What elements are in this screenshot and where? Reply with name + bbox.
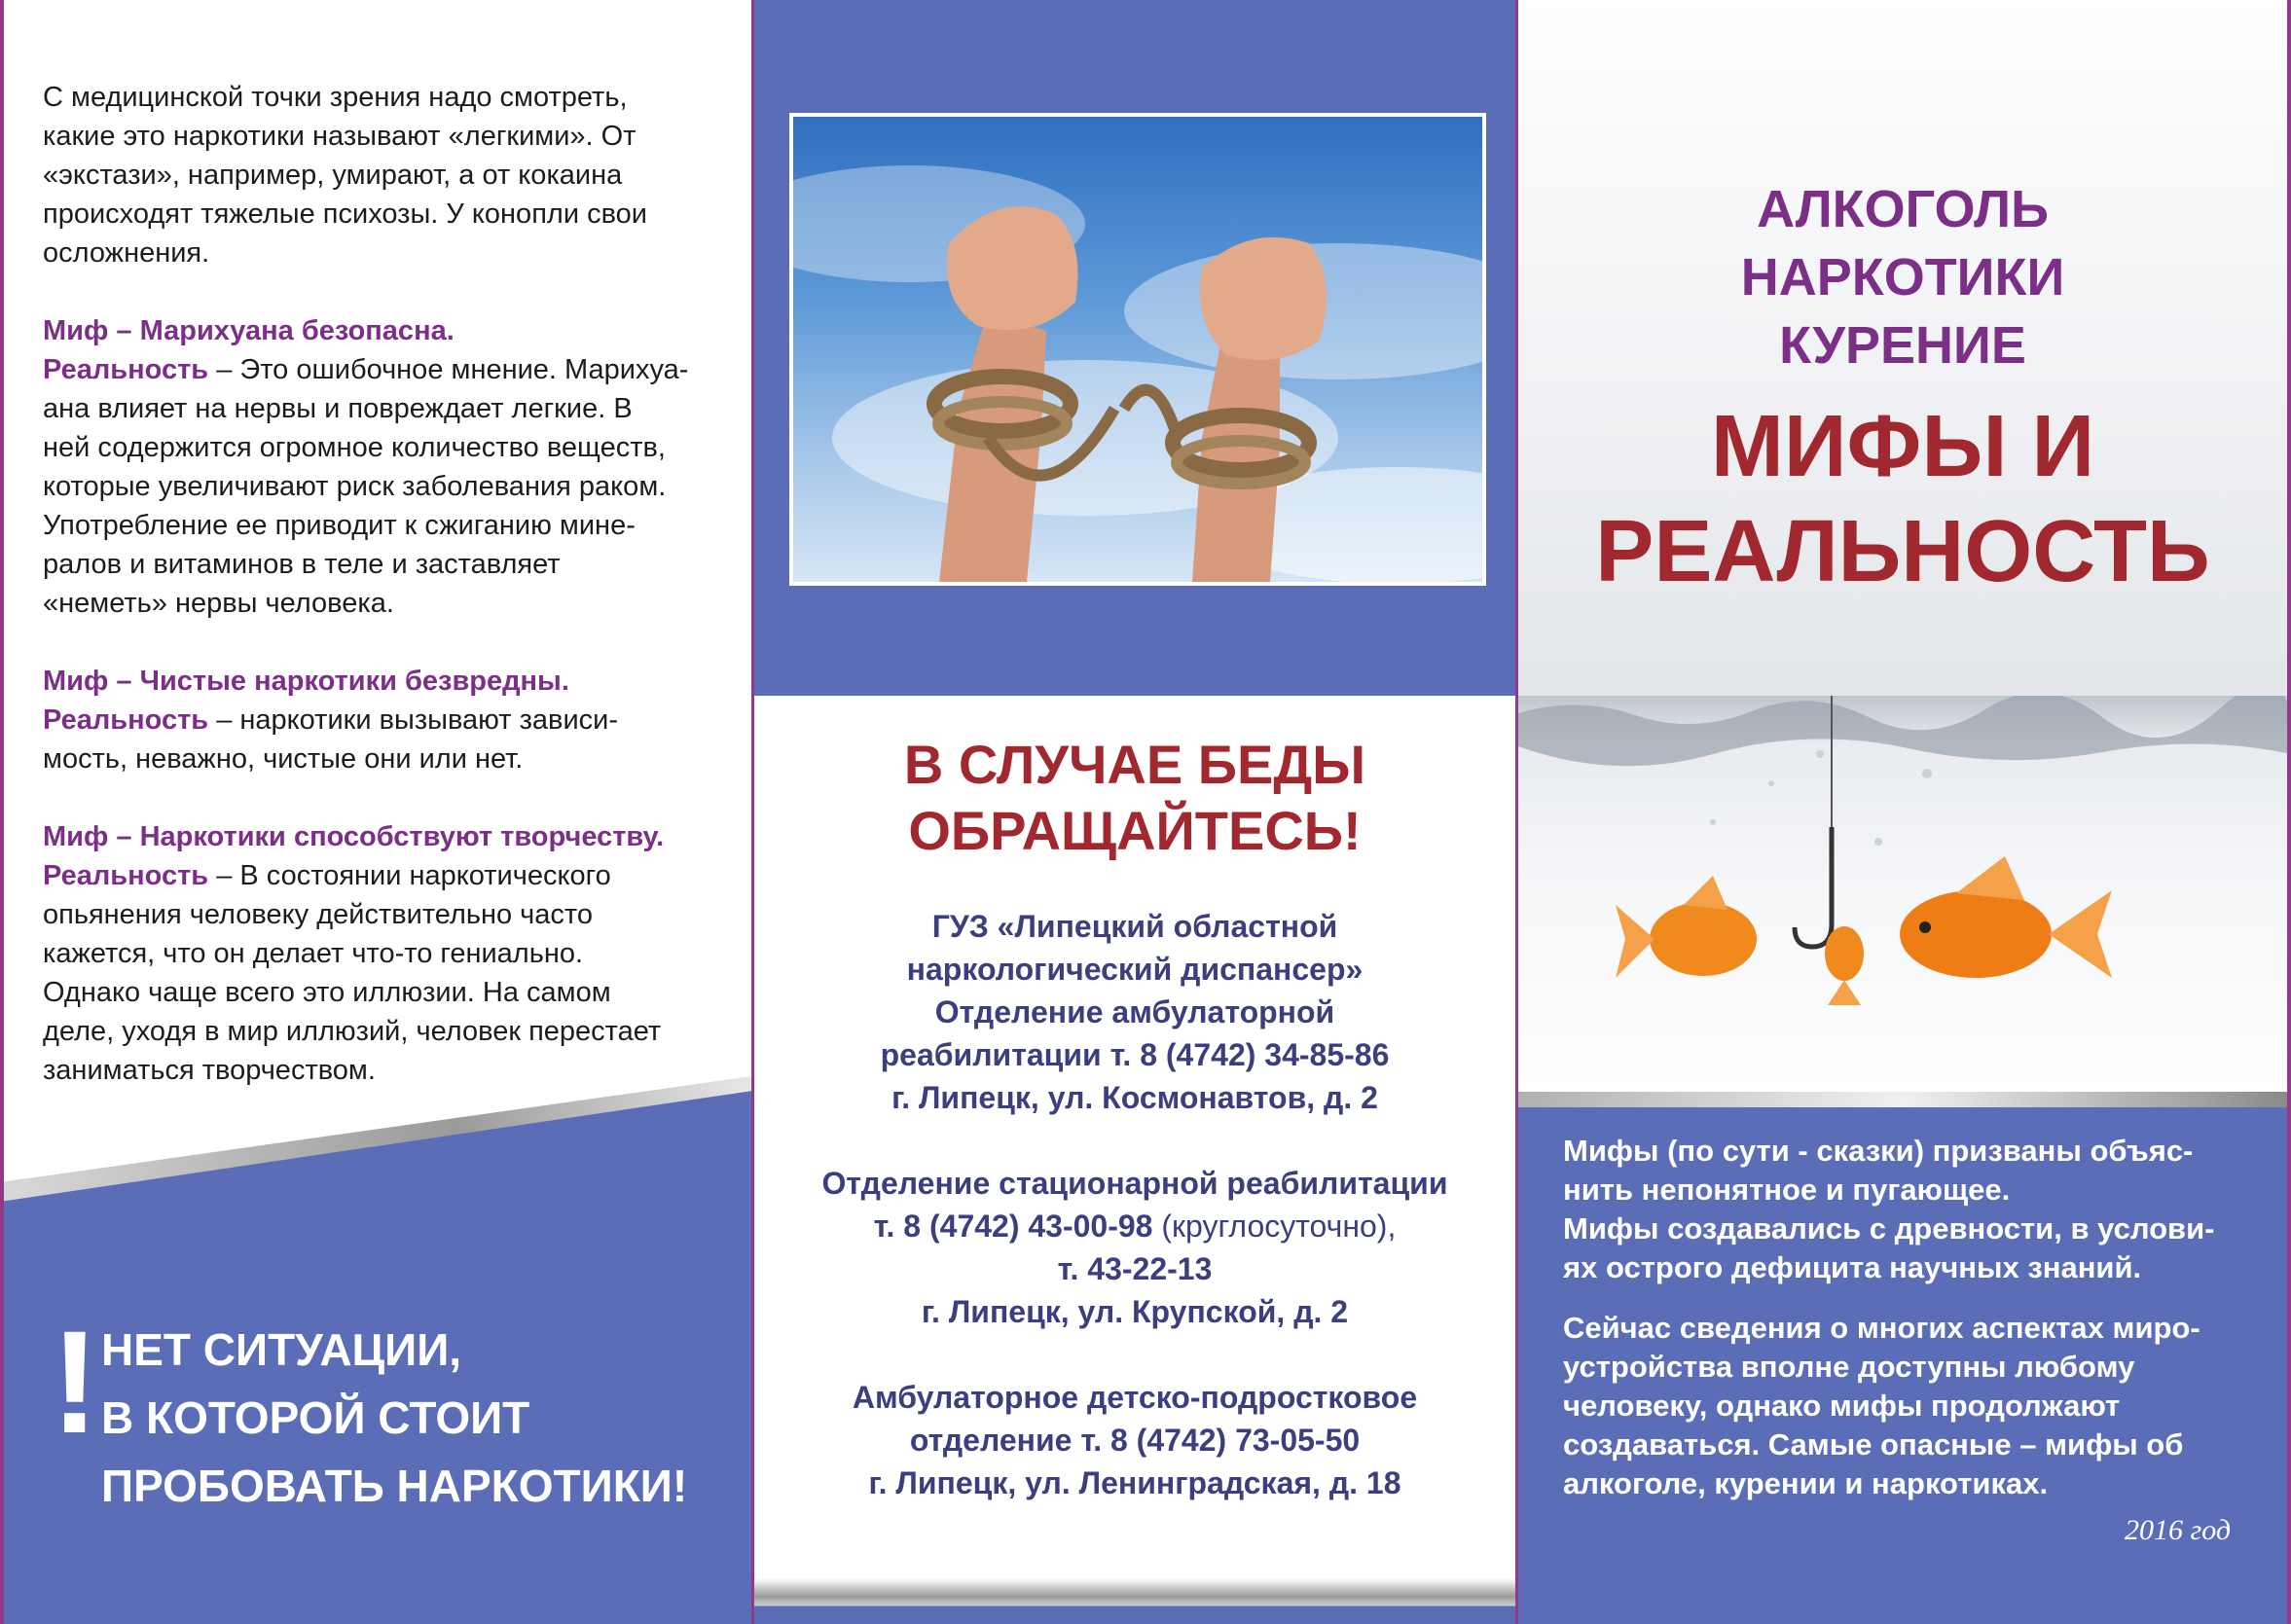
- slogan-line: НЕТ СИТУАЦИИ,: [101, 1324, 462, 1375]
- contact-line: Амбулаторное детско-подростковое: [852, 1380, 1418, 1415]
- info-line: Мифы (по сути - сказки) призваны объяс-: [1563, 1134, 2194, 1168]
- myth-heading: Миф – Чистые наркотики безвредны.: [43, 666, 569, 697]
- cover-title-line: МИФЫ И: [1710, 398, 2095, 495]
- reality-line: ана влияет на нервы и повреждает легкие. В: [43, 393, 633, 424]
- info-line: ях острого дефицита научных знаний.: [1563, 1250, 2142, 1284]
- reality-label: Реальность: [43, 354, 209, 385]
- phone-number: т. 8 (4742) 43-00-98: [873, 1209, 1153, 1244]
- reality-line: мость, неважно, чистые они или нет.: [43, 743, 524, 775]
- reality-line: Употребление ее приводит к сжиганию мине-: [43, 510, 636, 541]
- intro-line: какие это наркотики называют «легкими». От: [43, 121, 636, 152]
- reality-line: – наркотики вызывают зависи-: [208, 704, 619, 736]
- contact-block-inpatient: [754, 1162, 1515, 1333]
- intro-line: С медицинской точки зрения надо смотреть,: [43, 82, 628, 113]
- slogan-line: В КОТОРОЙ СТОИТ: [101, 1392, 530, 1443]
- help-title-line: ОБРАЩАЙТЕСЬ!: [908, 800, 1362, 861]
- cover-info-text: [1563, 1132, 2254, 1525]
- reality-label: Реальность: [43, 860, 209, 891]
- myth-block-pure-drugs: [43, 662, 734, 778]
- info-line: Сейчас сведения о многих аспектах миро-: [1563, 1311, 2200, 1345]
- bottom-stripe: [754, 1578, 1515, 1624]
- cover-subtitle: [1518, 175, 2287, 379]
- reality-line: ней содержится огромное количество веществ,: [43, 432, 666, 463]
- cover-title: [1518, 394, 2287, 604]
- info-line: алкоголе, курении и наркотиках.: [1563, 1466, 2049, 1500]
- info-line: устройства вполне доступны любому: [1563, 1350, 2135, 1384]
- reality-label: Реальность: [43, 704, 209, 736]
- year-label: 2016 год: [2125, 1514, 2231, 1546]
- panel-help: [751, 0, 1518, 1624]
- exclamation-mark: !: [51, 1300, 99, 1463]
- help-title-line: В СЛУЧАЕ БЕДЫ: [903, 734, 1366, 795]
- contact-line: г. Липецк, ул. Ленинградская, д. 18: [868, 1465, 1401, 1500]
- reality-line: деле, уходя в мир иллюзий, человек перестает: [43, 1016, 662, 1047]
- silver-stripe: [1518, 1092, 2287, 1107]
- goldfish-and-fishhook-image: [1518, 696, 2287, 1095]
- myth-heading: Миф – Марихуана безопасна.: [43, 315, 455, 346]
- myth-block-marijuana: [43, 311, 734, 623]
- reality-line: Однако чаще всего это иллюзии. На самом: [43, 977, 611, 1008]
- myth-block-creativity: [43, 817, 734, 1090]
- contact-block-dispensary: [754, 905, 1515, 1119]
- contact-line: отделение т. 8 (4742) 73-05-50: [909, 1423, 1361, 1458]
- intro-line: «экстази», например, умирают, а от кокаина: [43, 160, 623, 191]
- cover-subtitle-line: АЛКОГОЛЬ: [1757, 180, 2049, 238]
- contacts: [754, 905, 1515, 1547]
- contact-line: ГУЗ «Липецкий областной: [931, 909, 1338, 944]
- cover-subtitle-line: КУРЕНИЕ: [1779, 316, 2026, 375]
- info-line: Мифы создавались с древности, в услови-: [1563, 1211, 2215, 1245]
- reality-line: – В состоянии наркотического: [208, 860, 611, 891]
- contact-line: г. Липецк, ул. Космонавтов, д. 2: [891, 1080, 1378, 1115]
- myth-heading: Миф – Наркотики способствуют творчеству.: [43, 821, 665, 852]
- info-paragraph: [1563, 1309, 2254, 1503]
- info-line: человеку, однако мифы продолжают: [1563, 1389, 2121, 1423]
- hands-breaking-rope-image: [789, 113, 1486, 586]
- help-title: [754, 732, 1515, 864]
- cover-subtitle-line: НАРКОТИКИ: [1740, 248, 2065, 307]
- cover-title-line: РЕАЛЬНОСТЬ: [1595, 503, 2210, 600]
- reality-line: кажется, что он делает что-то гениально.: [43, 938, 584, 969]
- slogan-line: ПРОБОВАТЬ НАРКОТИКИ!: [101, 1461, 688, 1511]
- intro-line: происходят тяжелые психозы. У конопли свои: [43, 198, 647, 230]
- contact-block-youth: [754, 1376, 1515, 1504]
- reality-line: заниматься творчеством.: [43, 1055, 376, 1086]
- reality-line: которые увеличивают риск заболевания раком.: [43, 471, 667, 502]
- info-line: нить непонятное и пугающее.: [1563, 1173, 2011, 1207]
- contact-line: реабилитации т. 8 (4742) 34-85-86: [880, 1037, 1390, 1072]
- contact-line: Отделение стационарной реабилитации: [821, 1166, 1448, 1201]
- panel-myths: [0, 0, 751, 1624]
- phone-note: (круглосуточно),: [1152, 1209, 1397, 1244]
- contact-line: наркологический диспансер»: [906, 952, 1364, 987]
- intro-line: осложнения.: [43, 237, 210, 269]
- info-paragraph: [1563, 1132, 2254, 1287]
- panel-cover: [1518, 0, 2291, 1624]
- info-line: создаваться. Самые опасные – мифы об: [1563, 1427, 2184, 1462]
- myths-text: [43, 78, 734, 1129]
- contact-line: т. 43-22-13: [1057, 1251, 1213, 1286]
- contact-line: [754, 1205, 1515, 1247]
- reality-line: ралов и витаминов в теле и заставляет: [43, 549, 561, 580]
- reality-line: – Это ошибочное мнение. Марихуа-: [208, 354, 689, 385]
- contact-line: г. Липецк, ул. Крупской, д. 2: [921, 1294, 1349, 1329]
- reality-line: «неметь» нервы человека.: [43, 588, 394, 619]
- intro-paragraph: [43, 78, 734, 272]
- contact-line: Отделение амбулаторной: [934, 994, 1335, 1029]
- slogan: [101, 1316, 734, 1520]
- reality-line: опьянения человеку действительно часто: [43, 899, 594, 930]
